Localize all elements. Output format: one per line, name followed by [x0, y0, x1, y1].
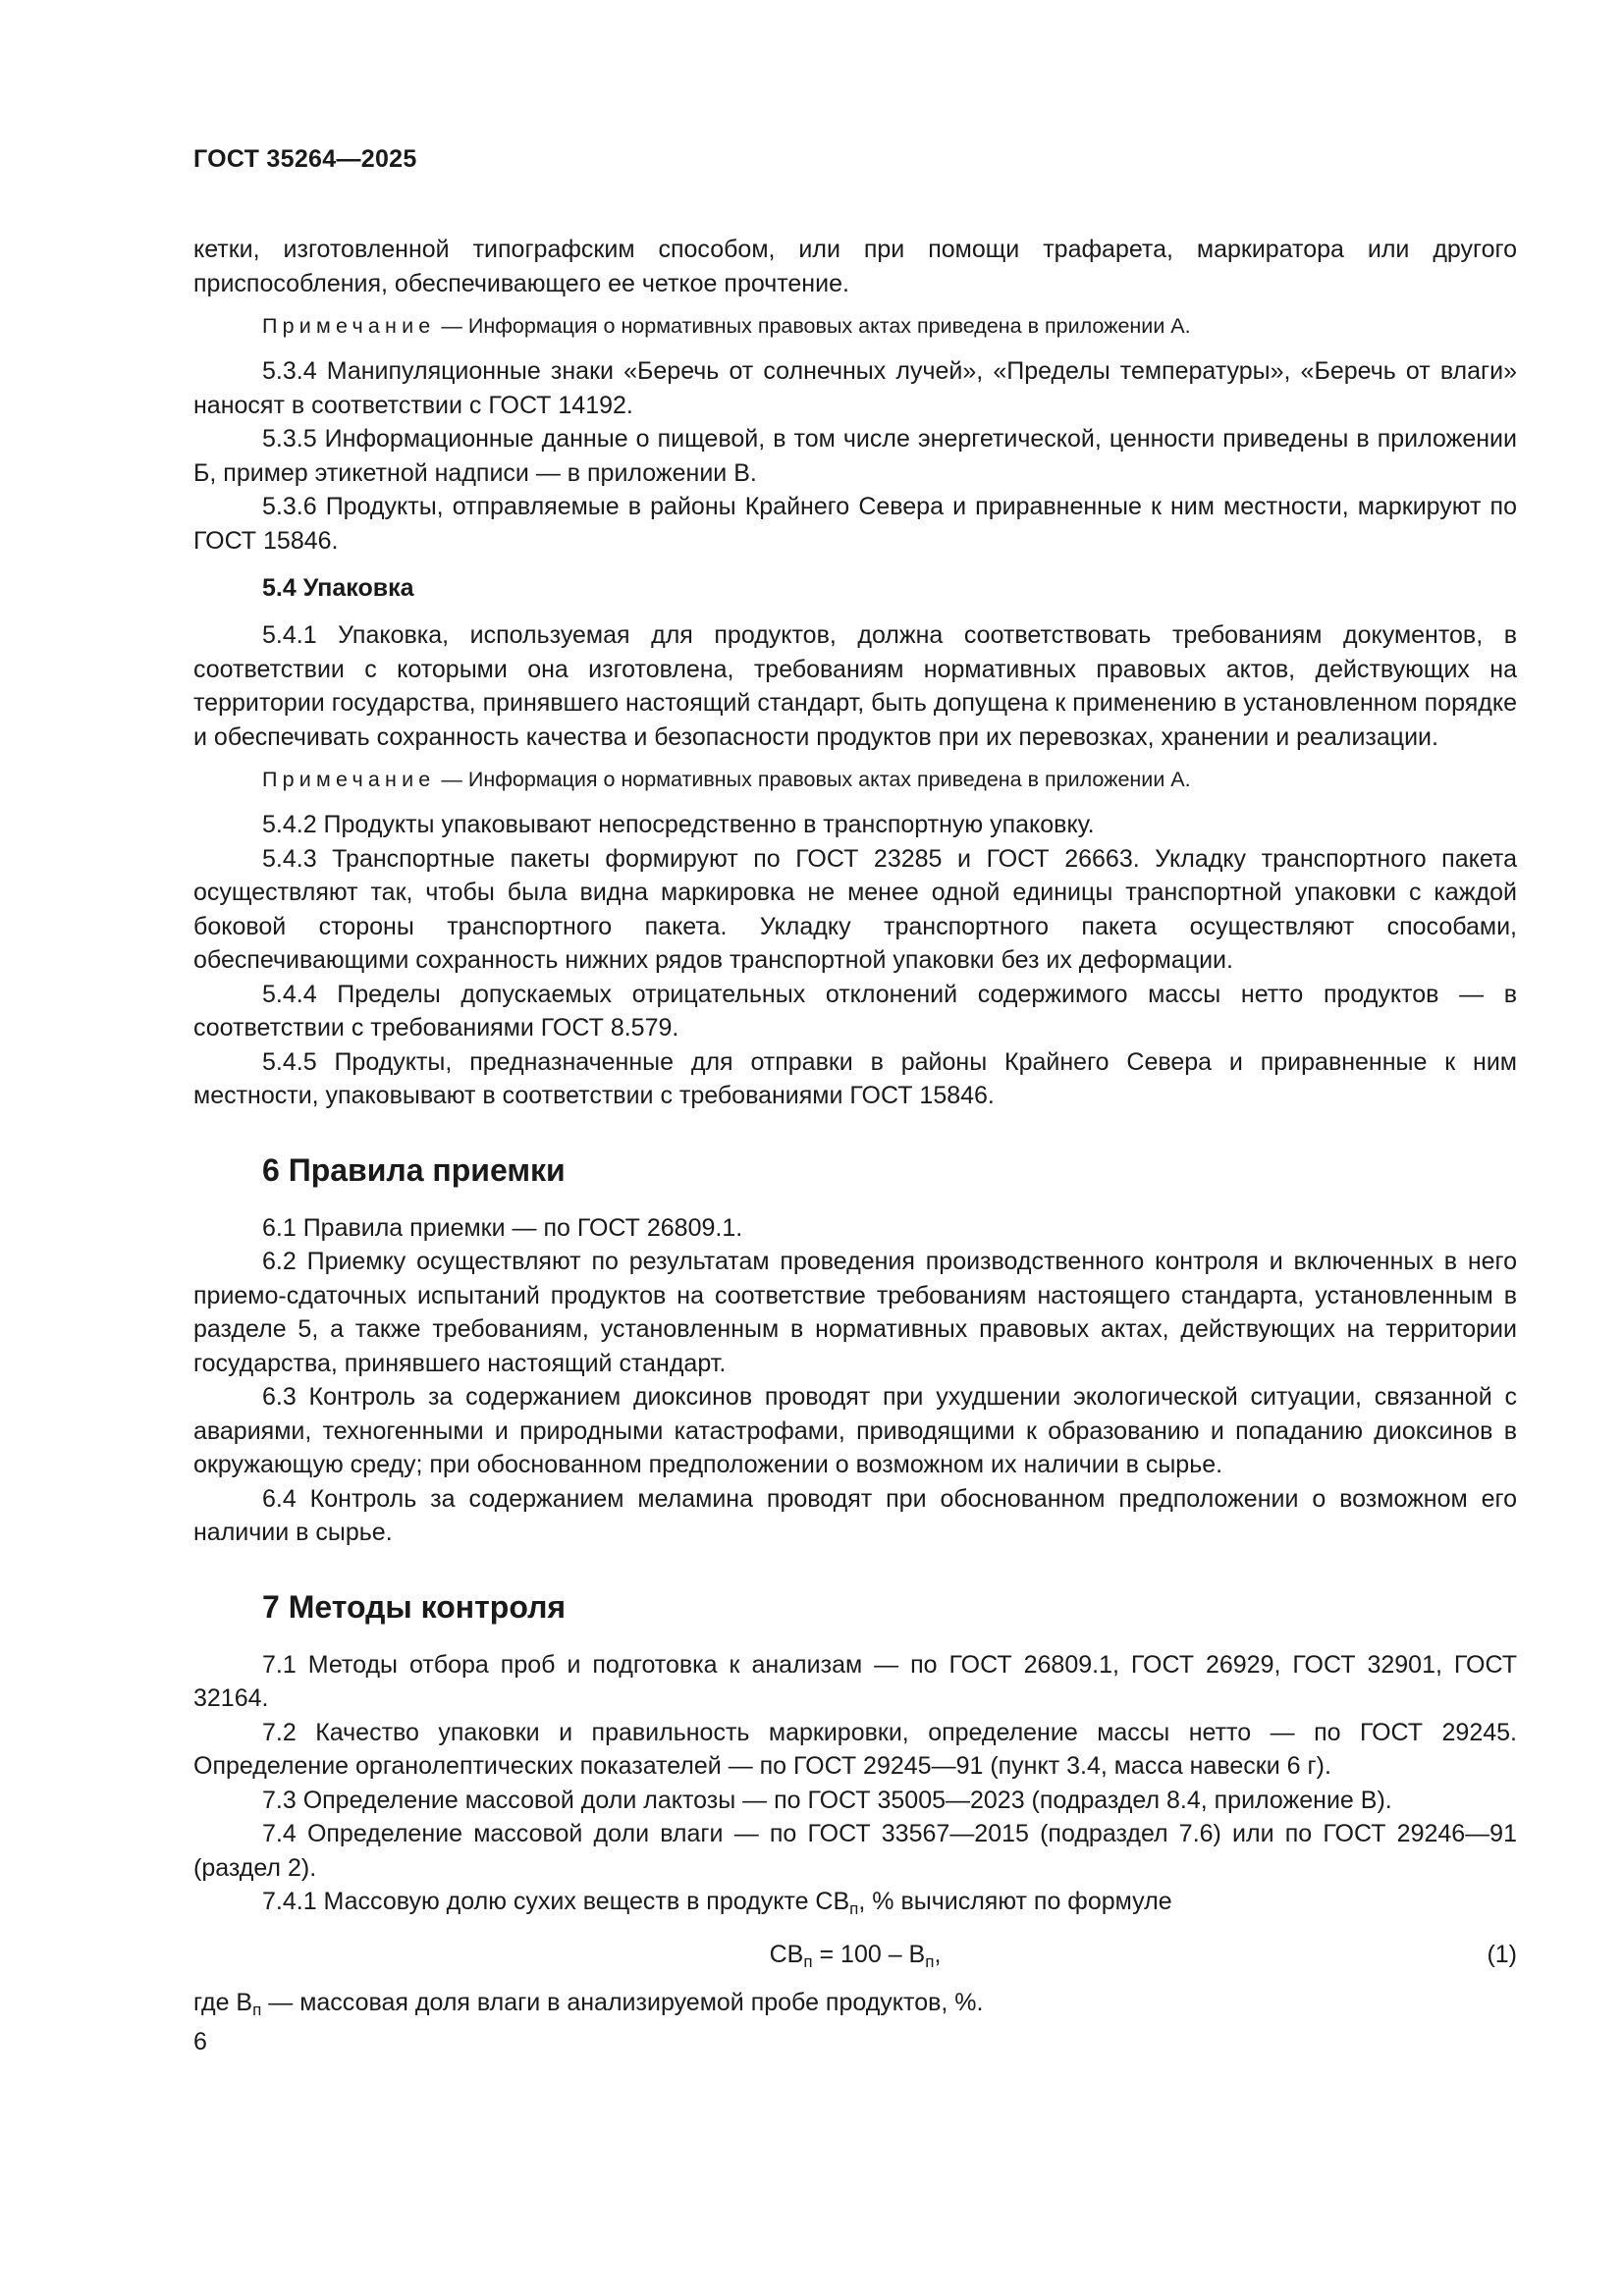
formula-explanation: [193, 1986, 1517, 2020]
formula: [193, 1935, 1517, 1974]
paragraph-5-3-6: 5.3.6 Продукты, отправляемые в районы Крайнего Севера и приравненные к ним местности, маркируют по ГОСТ 15846.: [193, 493, 1517, 555]
section-title-6: 6 Правила приемки: [262, 1151, 566, 1188]
subscript: п: [925, 1951, 935, 1971]
paragraph-7-4-1-text: 7.4.1 Массовую долю сухих веществ в продукте СВ: [262, 1888, 850, 1915]
paragraph-7-4-1: [193, 1885, 1517, 1919]
paragraph-continuation: кетки, изготовленной типографским способом, или при помощи трафарета, маркиратора или другого приспособления, обеспечивающего ее четкое прочтение.: [193, 236, 1517, 297]
formula-part: СВ: [769, 1940, 804, 1968]
note-2: [193, 765, 1517, 794]
explanation-text: где В: [193, 1988, 253, 2016]
paragraph-5-4-2: 5.4.2 Продукты упаковывают непосредственно в транспортную упаковку.: [262, 811, 1095, 838]
note-text: — Информация о нормативных правовых актах приведена в приложении А.: [435, 314, 1191, 338]
paragraph-6-2: 6.2 Приемку осуществляют по результатам проведения производственного контроля и включенных в него приемо-сдаточных испытаний продуктов на соответствие требованиям настоящего стандарта, установленным в разделе 5, а также требованиям, установленным в нормативных правовых актах, действующих на территории государства, принявшего настоящий стандарт.: [193, 1248, 1517, 1377]
paragraph-7-4: 7.4 Определение массовой доли влаги — по ГОСТ 33567—2015 (подраздел 7.6) или по ГОСТ 29246—91 (раздел 2).: [193, 1820, 1517, 1882]
document-page: [193, 145, 1517, 2058]
paragraph-7-3: 7.3 Определение массовой доли лактозы — по ГОСТ 35005—2023 (подраздел 8.4, приложение В).: [262, 1786, 1392, 1814]
formula-number: (1): [1487, 1940, 1517, 1968]
section-title-7: 7 Методы контроля: [262, 1588, 567, 1625]
paragraph-6-1: 6.1 Правила приемки — по ГОСТ 26809.1.: [262, 1213, 743, 1242]
formula-row: [193, 1929, 1517, 1980]
paragraph-5-4-5: 5.4.5 Продукты, предназначенные для отправки в районы Крайнего Севера и приравненные к ним местности, упаковывают в соответствии с требованиями ГОСТ 15846.: [193, 1047, 1517, 1109]
formula-part: ,: [934, 1940, 942, 1968]
subscript: п: [252, 2000, 262, 2019]
paragraph-5-4-4: 5.4.4 Пределы допускаемых отрицательных отклонений содержимого массы нетто продуктов — в соответствии с требованиями ГОСТ 8.579.: [193, 980, 1517, 1041]
note-label: Примечание: [262, 314, 436, 338]
subscript: п: [803, 1951, 813, 1971]
paragraph-7-1: 7.1 Методы отбора проб и подготовка к анализам — по ГОСТ 26809.1, ГОСТ 26929, ГОСТ 32901, ГОСТ 32164.: [193, 1650, 1517, 1712]
paragraph-7-4-1-text-end: , % вычисляют по формуле: [858, 1888, 1172, 1915]
note-label: Примечание: [262, 768, 436, 791]
formula-part: = 100 – В: [812, 1940, 926, 1968]
note-text: — Информация о нормативных правовых актах приведена в приложении А.: [435, 768, 1191, 791]
note-1: [193, 311, 1517, 341]
paragraph-6-4: 6.4 Контроль за содержанием меламина проводят при обоснованном предположении о возможном его наличии в сырье.: [193, 1484, 1517, 1546]
page-number: 6: [193, 2028, 207, 2056]
subsection-title-5-4: 5.4 Упаковка: [262, 574, 414, 602]
document-code-header: ГОСТ 35264—2025: [193, 145, 417, 173]
subscript: п: [849, 1899, 859, 1918]
paragraph-5-3-4: 5.3.4 Манипуляционные знаки «Беречь от солнечных лучей», «Пределы температуры», «Беречь от влаги» наносят в соответствии с ГОСТ 14192.: [193, 357, 1517, 419]
paragraph-5-3-5: 5.3.5 Информационные данные о пищевой, в том числе энергетической, ценности приведены в приложении Б, пример этикетной надписи — в приложении В.: [193, 425, 1517, 487]
paragraph-6-3: 6.3 Контроль за содержанием диоксинов проводят при ухудшении экологической ситуации, связанной с авариями, техногенными и природными катастрофами, приводящими к образованию и попаданию диоксинов в окружающую среду; при обоснованном предположении о возможном их наличии в сырье.: [193, 1383, 1517, 1478]
paragraph-7-2: 7.2 Качество упаковки и правильность маркировки, определение массы нетто — по ГОСТ 29245. Определение органолептических показателей — по ГОСТ 29245—91 (пункт 3.4, масса навески 6 г).: [193, 1718, 1517, 1780]
explanation-text-end: — массовая доля влаги в анализируемой пробе продуктов, %.: [261, 1988, 984, 2016]
paragraph-5-4-3: 5.4.3 Транспортные пакеты формируют по ГОСТ 23285 и ГОСТ 26663. Укладку транспортного пакета осуществляют так, чтобы была видна маркировка не менее одной единицы транспортной упаковки с каждой боковой стороны транспортного пакета. Укладку транспортного пакета осуществляют способами, обеспечивающими сохранность нижних рядов транспортной упаковки без их деформации.: [193, 844, 1517, 974]
paragraph-5-4-1: 5.4.1 Упаковка, используемая для продуктов, должна соответствовать требованиям документов, в соответствии с которыми она изготовлена, требованиям нормативных правовых актов, действующих на территории государства, принявшего настоящий стандарт, быть допущена к применению в установленном порядке и обеспечивать сохранность качества и безопасности продуктов при их перевозках, хранении и реализации.: [193, 621, 1517, 751]
